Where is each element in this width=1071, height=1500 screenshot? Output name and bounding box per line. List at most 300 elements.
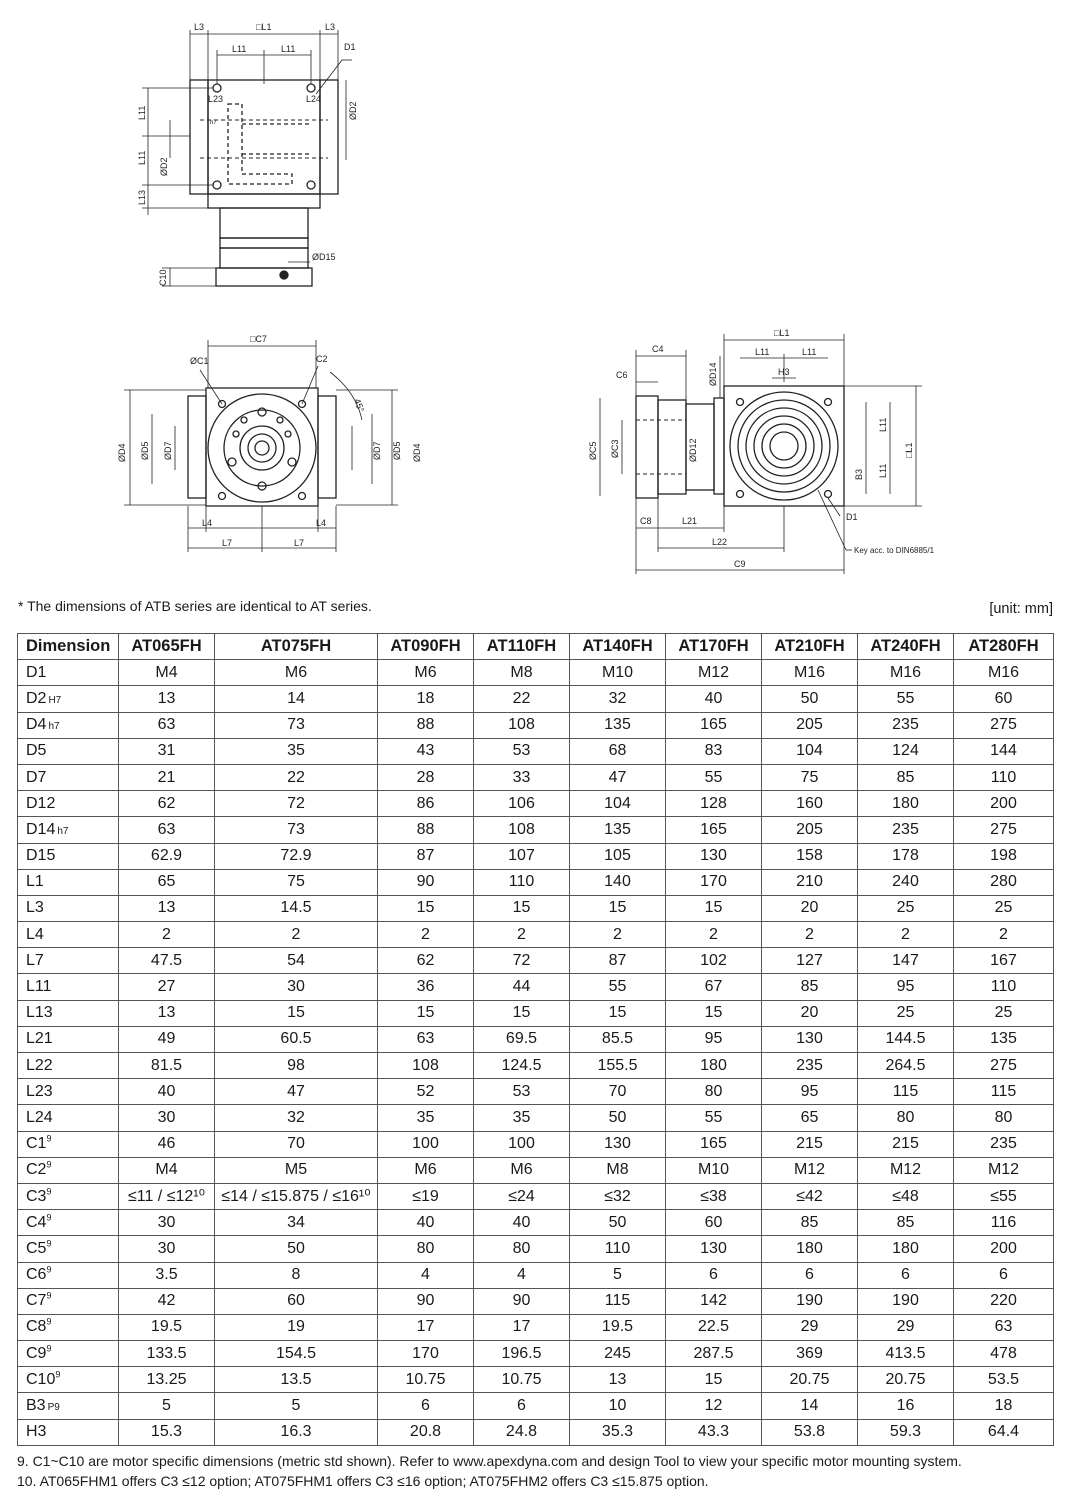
table-cell: 108 xyxy=(378,1053,474,1079)
footnotes xyxy=(17,1451,962,1491)
table-cell: 107 xyxy=(474,843,570,869)
dimension-name: $C7^9$ xyxy=(18,1288,119,1314)
label-top-L11-right: L11 xyxy=(281,44,296,54)
table-cell: 15 xyxy=(474,895,570,921)
table-cell: 2 xyxy=(474,922,570,948)
table-cell: 70 xyxy=(215,1131,378,1157)
table-cell: 17 xyxy=(474,1314,570,1340)
table-cell: 47 xyxy=(215,1079,378,1105)
table-cell: 87 xyxy=(570,948,666,974)
table-cell: M6 xyxy=(215,660,378,686)
header-model: AT140FH xyxy=(570,634,666,660)
table-row xyxy=(18,660,1054,686)
dimension-name: H3 xyxy=(18,1419,119,1445)
table-row xyxy=(18,1393,1054,1419)
dimension-name: D15 xyxy=(18,843,119,869)
footnote-9: 9. C1~C10 are motor specific dimensions (metric std shown). Refer to www.apexdyna.com and design Tool to view your specific motor mounting system. xyxy=(17,1453,962,1469)
dimension-name: D12 xyxy=(18,791,119,817)
table-cell: 53.8 xyxy=(762,1419,858,1445)
header-model: AT090FH xyxy=(378,634,474,660)
table-cell: M4 xyxy=(119,1157,215,1183)
dimension-name: L13 xyxy=(18,1000,119,1026)
table-row xyxy=(18,738,1054,764)
table-row xyxy=(18,1026,1054,1052)
table-cell: M16 xyxy=(954,660,1054,686)
label-front-D4-left: ØD4 xyxy=(117,443,127,462)
table-cell: 275 xyxy=(954,1053,1054,1079)
table-cell: 14 xyxy=(762,1393,858,1419)
table-cell: M12 xyxy=(858,1157,954,1183)
table-cell: 20.75 xyxy=(762,1367,858,1393)
table-cell: 29 xyxy=(762,1314,858,1340)
table-cell: M6 xyxy=(474,1157,570,1183)
table-cell: 13 xyxy=(570,1367,666,1393)
table-cell: 54 xyxy=(215,948,378,974)
table-cell: 55 xyxy=(666,1105,762,1131)
table-cell: 10.75 xyxy=(378,1367,474,1393)
label-top-C10: C10 xyxy=(158,269,168,286)
table-cell: 200 xyxy=(954,791,1054,817)
table-cell: 62 xyxy=(378,948,474,974)
table-cell: 13 xyxy=(119,895,215,921)
table-cell: M10 xyxy=(666,1157,762,1183)
table-cell: M6 xyxy=(378,1157,474,1183)
label-side-D1: D1 xyxy=(846,512,858,522)
label-top-h7: h7 xyxy=(210,120,217,126)
table-cell: 115 xyxy=(954,1079,1054,1105)
table-cell: 2 xyxy=(858,922,954,948)
table-cell: 115 xyxy=(858,1079,954,1105)
table-cell: 264.5 xyxy=(858,1053,954,1079)
table-cell: 85 xyxy=(762,974,858,1000)
label-front-C7: □C7 xyxy=(250,334,267,344)
label-front-L7-right: L7 xyxy=(294,538,305,548)
table-row xyxy=(18,1131,1054,1157)
unit-label: [unit: mm] xyxy=(989,601,1053,617)
table-cell: 235 xyxy=(762,1053,858,1079)
table-cell: 198 xyxy=(954,843,1054,869)
label-top-L1: □L1 xyxy=(256,22,272,32)
table-cell: 275 xyxy=(954,817,1054,843)
label-side-C4: C4 xyxy=(652,344,664,354)
side-view-drawing xyxy=(600,334,922,574)
dimension-name: D2 H7 xyxy=(18,686,119,712)
table-cell: 34 xyxy=(215,1210,378,1236)
label-side-L11-b: L11 xyxy=(802,347,817,357)
table-cell: M8 xyxy=(474,660,570,686)
table-cell: 87 xyxy=(378,843,474,869)
table-cell: M12 xyxy=(954,1157,1054,1183)
table-cell: 80 xyxy=(858,1105,954,1131)
table-cell: 90 xyxy=(474,1288,570,1314)
table-cell: 196.5 xyxy=(474,1341,570,1367)
table-cell: 15 xyxy=(570,1000,666,1026)
label-front-D4-right: ØD4 xyxy=(412,443,422,462)
table-cell: 235 xyxy=(858,817,954,843)
table-row xyxy=(18,1288,1054,1314)
table-cell: 80 xyxy=(954,1105,1054,1131)
table-cell: 46 xyxy=(119,1131,215,1157)
label-side-D12: ØD12 xyxy=(688,438,698,462)
table-cell: 14.5 xyxy=(215,895,378,921)
table-cell: 165 xyxy=(666,817,762,843)
table-row xyxy=(18,1105,1054,1131)
top-view-drawing xyxy=(142,30,352,286)
table-cell: 32 xyxy=(570,686,666,712)
table-cell: 25 xyxy=(954,895,1054,921)
header-model: AT170FH xyxy=(666,634,762,660)
label-front-D5-right: ØD5 xyxy=(392,441,402,460)
table-cell: ≤19 xyxy=(378,1183,474,1209)
table-cell: M6 xyxy=(378,660,474,686)
table-cell: 32 xyxy=(215,1105,378,1131)
table-cell: 60 xyxy=(215,1288,378,1314)
table-cell: 63 xyxy=(954,1314,1054,1340)
table-cell: 17 xyxy=(378,1314,474,1340)
table-cell: 130 xyxy=(666,843,762,869)
table-row xyxy=(18,1157,1054,1183)
table-cell: 73 xyxy=(215,817,378,843)
label-side-C3: ØC3 xyxy=(610,439,620,458)
label-side-key: Key acc. to DIN6885/1 xyxy=(854,546,935,555)
table-cell: 147 xyxy=(858,948,954,974)
table-cell: 65 xyxy=(762,1105,858,1131)
table-cell: 20 xyxy=(762,895,858,921)
table-cell: 85.5 xyxy=(570,1026,666,1052)
table-cell: 59.3 xyxy=(858,1419,954,1445)
table-row xyxy=(18,1210,1054,1236)
table-header-row xyxy=(18,634,1054,660)
label-side-H3: H3 xyxy=(778,367,790,377)
label-side-B3: B3 xyxy=(854,468,864,480)
dimension-name: L24 xyxy=(18,1105,119,1131)
dimension-name: $C8^9$ xyxy=(18,1314,119,1340)
table-cell: M8 xyxy=(570,1157,666,1183)
table-cell: 53 xyxy=(474,1079,570,1105)
table-cell: 12 xyxy=(666,1393,762,1419)
table-cell: 205 xyxy=(762,712,858,738)
table-row xyxy=(18,974,1054,1000)
table-cell: 15 xyxy=(666,1367,762,1393)
table-cell: 22 xyxy=(474,686,570,712)
table-cell: 16 xyxy=(858,1393,954,1419)
table-cell: 15 xyxy=(666,1000,762,1026)
table-cell: 36 xyxy=(378,974,474,1000)
table-cell: 127 xyxy=(762,948,858,974)
dimension-name: L11 xyxy=(18,974,119,1000)
table-cell: 5 xyxy=(119,1393,215,1419)
table-cell: ≤32 xyxy=(570,1183,666,1209)
dimension-name: $C3^9$ xyxy=(18,1183,119,1209)
label-top-D1: D1 xyxy=(344,42,356,52)
table-cell: 124 xyxy=(858,738,954,764)
label-side-C6: C6 xyxy=(616,370,628,380)
table-cell: 25 xyxy=(858,895,954,921)
table-cell: 15 xyxy=(570,895,666,921)
table-cell: 27 xyxy=(119,974,215,1000)
table-cell: 30 xyxy=(119,1105,215,1131)
table-cell: 170 xyxy=(666,869,762,895)
table-cell: ≤42 xyxy=(762,1183,858,1209)
table-cell: 80 xyxy=(474,1236,570,1262)
label-top-L24: L24 xyxy=(306,94,322,104)
table-cell: 2 xyxy=(119,922,215,948)
table-cell: 190 xyxy=(762,1288,858,1314)
header-model: AT075FH xyxy=(215,634,378,660)
header-model: AT210FH xyxy=(762,634,858,660)
table-cell: 245 xyxy=(570,1341,666,1367)
dimension-name: D7 xyxy=(18,764,119,790)
table-cell: 22 xyxy=(215,764,378,790)
table-cell: 18 xyxy=(378,686,474,712)
table-cell: ≤48 xyxy=(858,1183,954,1209)
table-cell: 280 xyxy=(954,869,1054,895)
dimension-table xyxy=(17,633,1054,1446)
dimension-name: D5 xyxy=(18,738,119,764)
header-model: AT065FH xyxy=(119,634,215,660)
table-cell: 10.75 xyxy=(474,1367,570,1393)
table-cell: 13.25 xyxy=(119,1367,215,1393)
table-cell: 215 xyxy=(858,1131,954,1157)
dimension-name: L4 xyxy=(18,922,119,948)
dimension-name: L1 xyxy=(18,869,119,895)
label-side-C9: C9 xyxy=(734,559,746,569)
dimension-name: L23 xyxy=(18,1079,119,1105)
table-cell: 50 xyxy=(570,1210,666,1236)
table-cell: 60 xyxy=(954,686,1054,712)
table-cell: 210 xyxy=(762,869,858,895)
label-top-L13: L13 xyxy=(137,189,147,205)
table-cell: 6 xyxy=(954,1262,1054,1288)
table-cell: 67 xyxy=(666,974,762,1000)
label-top-D2-left: ØD2 xyxy=(159,157,169,176)
table-cell: ≤55 xyxy=(954,1183,1054,1209)
label-side-L1: □L1 xyxy=(774,328,790,338)
dimension-name: $C2^9$ xyxy=(18,1157,119,1183)
table-cell: 35 xyxy=(215,738,378,764)
table-cell: 167 xyxy=(954,948,1054,974)
table-cell: 235 xyxy=(858,712,954,738)
table-cell: 287.5 xyxy=(666,1341,762,1367)
dimension-name: L21 xyxy=(18,1026,119,1052)
table-cell: 22.5 xyxy=(666,1314,762,1340)
table-cell: 135 xyxy=(570,817,666,843)
table-row xyxy=(18,1262,1054,1288)
table-cell: 20.8 xyxy=(378,1419,474,1445)
table-cell: 40 xyxy=(378,1210,474,1236)
table-cell: 30 xyxy=(215,974,378,1000)
dimension-name: L3 xyxy=(18,895,119,921)
table-cell: 2 xyxy=(666,922,762,948)
label-front-L4-right: L4 xyxy=(316,518,327,528)
table-cell: 90 xyxy=(378,869,474,895)
table-cell: 35.3 xyxy=(570,1419,666,1445)
table-cell: 80 xyxy=(666,1079,762,1105)
label-side-L11-v1: L11 xyxy=(878,417,888,432)
table-cell: 110 xyxy=(474,869,570,895)
table-cell: 413.5 xyxy=(858,1341,954,1367)
table-cell: ≤11 / ≤12¹⁰ xyxy=(119,1183,215,1209)
table-cell: M5 xyxy=(215,1157,378,1183)
dimension-name: D14 h7 xyxy=(18,817,119,843)
table-cell: 68 xyxy=(570,738,666,764)
table-cell: 19.5 xyxy=(119,1314,215,1340)
table-cell: 13 xyxy=(119,1000,215,1026)
label-top-L11-v1: L11 xyxy=(137,105,147,120)
dimension-name: L22 xyxy=(18,1053,119,1079)
table-cell: 19 xyxy=(215,1314,378,1340)
table-cell: 19.5 xyxy=(570,1314,666,1340)
technical-drawings xyxy=(0,0,1071,595)
table-cell: 10 xyxy=(570,1393,666,1419)
table-cell: 165 xyxy=(666,712,762,738)
table-cell: 102 xyxy=(666,948,762,974)
table-cell: 124.5 xyxy=(474,1053,570,1079)
table-cell: 6 xyxy=(474,1393,570,1419)
label-top-D15: ØD15 xyxy=(312,252,336,262)
table-cell: 21 xyxy=(119,764,215,790)
table-cell: 25 xyxy=(954,1000,1054,1026)
table-cell: M12 xyxy=(762,1157,858,1183)
table-cell: 24.8 xyxy=(474,1419,570,1445)
table-cell: 275 xyxy=(954,712,1054,738)
table-row xyxy=(18,1236,1054,1262)
table-cell: 5 xyxy=(215,1393,378,1419)
dimension-name: $C6^9$ xyxy=(18,1262,119,1288)
table-cell: 8 xyxy=(215,1262,378,1288)
table-cell: 142 xyxy=(666,1288,762,1314)
label-front-D7-right: ØD7 xyxy=(372,441,382,460)
table-cell: 14 xyxy=(215,686,378,712)
table-cell: 50 xyxy=(215,1236,378,1262)
table-cell: 18 xyxy=(954,1393,1054,1419)
table-cell: 85 xyxy=(858,1210,954,1236)
table-cell: 55 xyxy=(570,974,666,1000)
table-cell: 170 xyxy=(378,1341,474,1367)
table-cell: 40 xyxy=(119,1079,215,1105)
label-front-L4-left: L4 xyxy=(202,518,213,528)
table-cell: 235 xyxy=(954,1131,1054,1157)
table-cell: 15 xyxy=(666,895,762,921)
table-cell: 16.3 xyxy=(215,1419,378,1445)
header-model: AT110FH xyxy=(474,634,570,660)
dimension-name: L7 xyxy=(18,948,119,974)
table-cell: 104 xyxy=(762,738,858,764)
table-row xyxy=(18,1367,1054,1393)
table-cell: 110 xyxy=(954,974,1054,1000)
table-cell: 95 xyxy=(762,1079,858,1105)
table-cell: 28 xyxy=(378,764,474,790)
header-model: AT240FH xyxy=(858,634,954,660)
table-cell: 155.5 xyxy=(570,1053,666,1079)
table-row xyxy=(18,895,1054,921)
table-cell: 178 xyxy=(858,843,954,869)
label-front-C1: ØC1 xyxy=(190,356,209,366)
table-cell: 105 xyxy=(570,843,666,869)
table-cell: 88 xyxy=(378,817,474,843)
table-cell: 80 xyxy=(378,1236,474,1262)
table-cell: 3.5 xyxy=(119,1262,215,1288)
table-cell: 4 xyxy=(378,1262,474,1288)
label-front-L7-left: L7 xyxy=(222,538,233,548)
table-cell: 63 xyxy=(119,712,215,738)
table-row xyxy=(18,869,1054,895)
label-side-L1-v: □L1 xyxy=(904,442,914,458)
table-body xyxy=(18,660,1054,1446)
table-cell: 81.5 xyxy=(119,1053,215,1079)
table-cell: M10 xyxy=(570,660,666,686)
table-cell: 30 xyxy=(119,1210,215,1236)
table-cell: 2 xyxy=(570,922,666,948)
label-front-angle: 45° xyxy=(352,397,367,414)
table-cell: 50 xyxy=(570,1105,666,1131)
table-cell: 2 xyxy=(215,922,378,948)
table-cell: 220 xyxy=(954,1288,1054,1314)
table-cell: 15 xyxy=(474,1000,570,1026)
table-cell: 215 xyxy=(762,1131,858,1157)
table-cell: M4 xyxy=(119,660,215,686)
table-cell: 205 xyxy=(762,817,858,843)
table-cell: 73 xyxy=(215,712,378,738)
table-cell: 95 xyxy=(666,1026,762,1052)
label-top-L3-left: L3 xyxy=(194,22,205,32)
table-row xyxy=(18,1000,1054,1026)
table-cell: 2 xyxy=(954,922,1054,948)
table-cell: 69.5 xyxy=(474,1026,570,1052)
table-cell: 30 xyxy=(119,1236,215,1262)
table-cell: 86 xyxy=(378,791,474,817)
label-side-L22: L22 xyxy=(712,537,728,547)
table-cell: 160 xyxy=(762,791,858,817)
dimension-name: D1 xyxy=(18,660,119,686)
table-cell: 62.9 xyxy=(119,843,215,869)
table-cell: M16 xyxy=(762,660,858,686)
dimension-name: $C10^9$ xyxy=(18,1367,119,1393)
table-cell: 130 xyxy=(570,1131,666,1157)
label-top-L3-right: L3 xyxy=(325,22,336,32)
table-cell: 88 xyxy=(378,712,474,738)
table-cell: 154.5 xyxy=(215,1341,378,1367)
table-cell: 15.3 xyxy=(119,1419,215,1445)
label-side-L21: L21 xyxy=(682,516,698,526)
label-top-L11-v2: L11 xyxy=(137,150,147,165)
label-side-L11-a: L11 xyxy=(755,347,770,357)
table-cell: 165 xyxy=(666,1131,762,1157)
table-cell: 47.5 xyxy=(119,948,215,974)
label-front-D7-left: ØD7 xyxy=(163,441,173,460)
table-cell: 144 xyxy=(954,738,1054,764)
table-cell: 42 xyxy=(119,1288,215,1314)
table-row xyxy=(18,922,1054,948)
table-cell: ≤14 / ≤15.875 / ≤16¹⁰ xyxy=(215,1183,378,1209)
table-cell: 52 xyxy=(378,1079,474,1105)
label-side-L11-v2: L11 xyxy=(878,463,888,478)
dimension-name: B3 P9 xyxy=(18,1393,119,1419)
table-row xyxy=(18,1419,1054,1445)
table-row xyxy=(18,764,1054,790)
table-cell: 95 xyxy=(858,974,954,1000)
series-note: * The dimensions of ATB series are identical to AT series. xyxy=(18,598,372,614)
table-cell: 190 xyxy=(858,1288,954,1314)
table-cell: 115 xyxy=(570,1288,666,1314)
table-cell: 43 xyxy=(378,738,474,764)
label-top-D2-right: ØD2 xyxy=(348,101,358,120)
header-model: AT280FH xyxy=(954,634,1054,660)
label-side-C8: C8 xyxy=(640,516,652,526)
table-cell: 180 xyxy=(858,1236,954,1262)
table-cell: 62 xyxy=(119,791,215,817)
table-cell: 106 xyxy=(474,791,570,817)
